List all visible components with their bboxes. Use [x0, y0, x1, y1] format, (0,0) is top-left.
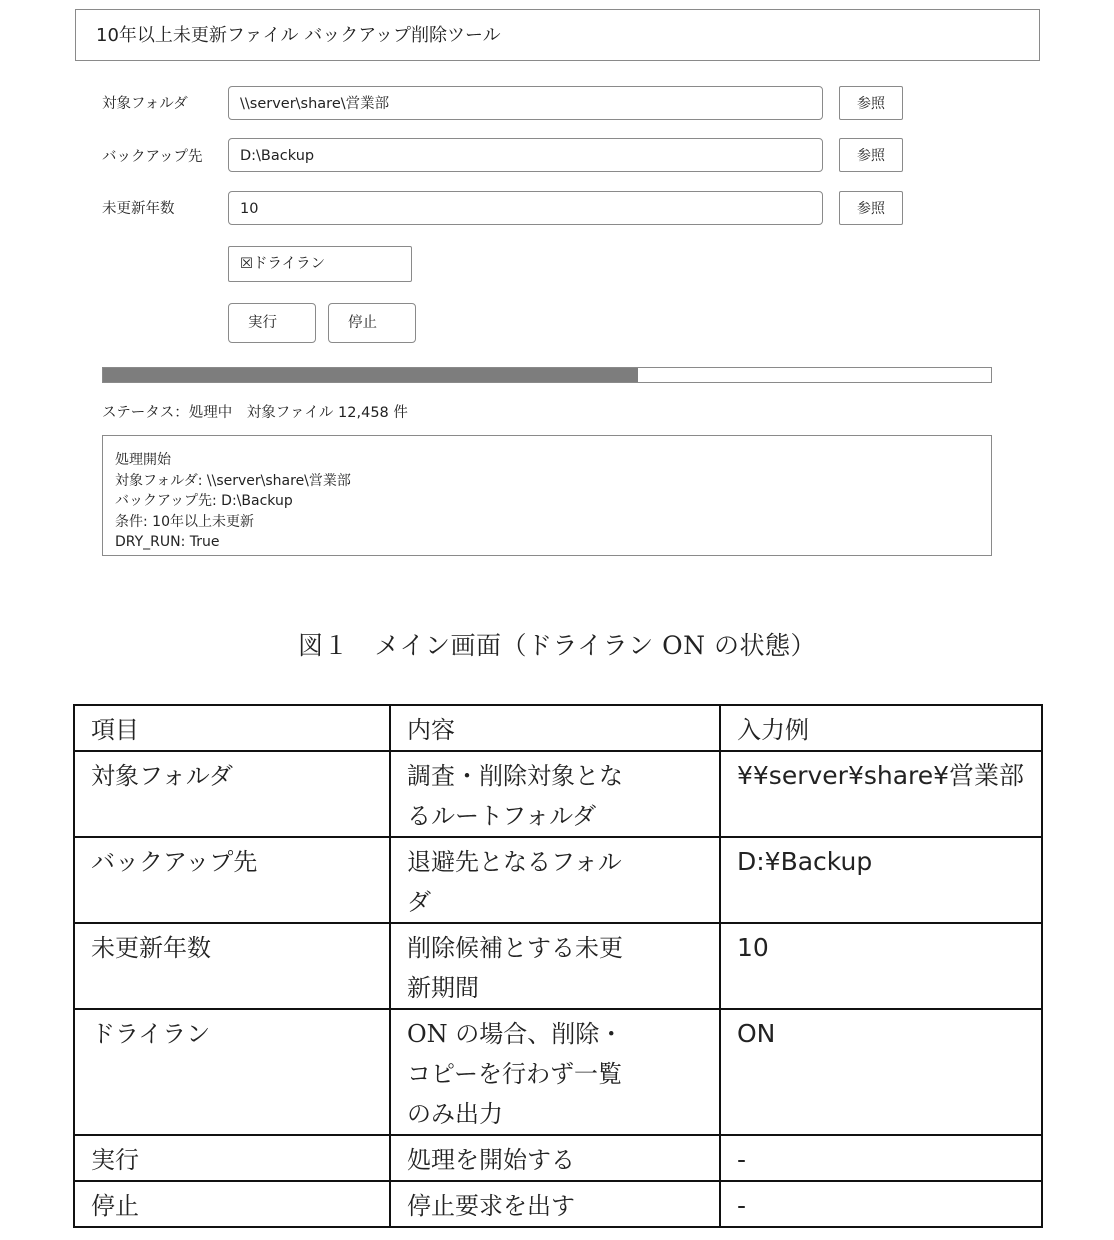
checkbox-checked-icon: ☒ — [240, 256, 253, 272]
table-cell-item: 停止 — [74, 1181, 390, 1227]
description-line: 退避先となるフォル — [407, 848, 622, 876]
description-line: 停止要求を出す — [407, 1192, 575, 1220]
log-line: DRY_RUN: True — [115, 534, 220, 550]
table-cell-example: ON — [720, 1009, 1042, 1135]
table-header-row — [74, 705, 1042, 751]
header-example: 入力例 — [720, 705, 1042, 751]
log-line: 処理開始 — [115, 452, 171, 468]
log-output[interactable] — [102, 435, 992, 556]
years-unmodified-input[interactable]: 10 — [228, 191, 823, 225]
table-cell-item: 実行 — [74, 1135, 390, 1181]
dry-run-checkbox[interactable] — [228, 246, 412, 282]
table-row — [74, 923, 1042, 1009]
years-unmodified-browse-button[interactable]: 参照 — [839, 191, 903, 225]
progress-bar — [102, 367, 992, 383]
table-row — [74, 1181, 1042, 1227]
table-cell-description — [390, 1135, 720, 1181]
app-title: 10年以上未更新ファイル バックアップ削除ツール — [75, 9, 1040, 61]
figure-caption: 図１ メイン画面（ドライラン ON の状態） — [297, 631, 817, 660]
backup-destination-label: バックアップ先 — [102, 149, 203, 165]
table-row — [74, 1135, 1042, 1181]
table-cell-example: 10 — [720, 923, 1042, 1009]
description-line: コピーを行わず一覧 — [407, 1060, 623, 1088]
target-folder-browse-button[interactable]: 参照 — [839, 86, 903, 120]
years-unmodified-label: 未更新年数 — [102, 201, 175, 217]
header-item: 項目 — [74, 705, 390, 751]
backup-destination-input[interactable]: D:\Backup — [228, 138, 823, 172]
header-description: 内容 — [390, 705, 720, 751]
table-cell-item: バックアップ先 — [74, 837, 390, 923]
status-text: ステータス：処理中 対象ファイル 12,458 件 — [102, 405, 408, 421]
description-line: 処理を開始する — [407, 1146, 575, 1174]
table-cell-description — [390, 837, 720, 923]
target-folder-input[interactable]: \\server\share\営業部 — [228, 86, 823, 120]
description-line: ダ — [407, 888, 431, 916]
table-row — [74, 751, 1042, 837]
log-line: 対象フォルダ: \\server\share\営業部 — [115, 472, 351, 489]
description-line: 新期間 — [407, 974, 479, 1002]
description-line: のみ出力 — [407, 1100, 503, 1128]
table-cell-item: 対象フォルダ — [74, 751, 390, 837]
stop-button[interactable]: 停止 — [328, 303, 416, 343]
table-row — [74, 1009, 1042, 1135]
description-line: 削除候補とする未更 — [407, 934, 623, 962]
table-cell-example: - — [720, 1135, 1042, 1181]
table-cell-item: ドライラン — [74, 1009, 390, 1135]
table-cell-item: 未更新年数 — [74, 923, 390, 1009]
table-cell-description — [390, 923, 720, 1009]
table-cell-example: ¥¥server¥share¥営業部 — [720, 751, 1042, 837]
backup-destination-browse-button[interactable]: 参照 — [839, 138, 903, 172]
table-row — [74, 837, 1042, 923]
spec-table — [73, 704, 1043, 1228]
log-line: 条件: 10年以上未更新 — [115, 513, 254, 530]
table-cell-example: D:¥Backup — [720, 837, 1042, 923]
description-line: るルートフォルダ — [407, 802, 597, 830]
run-button[interactable]: 実行 — [228, 303, 316, 343]
target-folder-label: 対象フォルダ — [102, 96, 188, 112]
description-line: 調査・削除対象とな — [407, 762, 623, 790]
table-cell-example: - — [720, 1181, 1042, 1227]
table-cell-description — [390, 751, 720, 837]
progress-bar-fill — [103, 368, 638, 382]
description-line: ON の場合、削除・ — [407, 1020, 624, 1048]
table-cell-description — [390, 1181, 720, 1227]
log-line: バックアップ先: D:\Backup — [115, 493, 293, 509]
table-cell-description — [390, 1009, 720, 1135]
dry-run-label: ドライラン — [253, 256, 326, 272]
